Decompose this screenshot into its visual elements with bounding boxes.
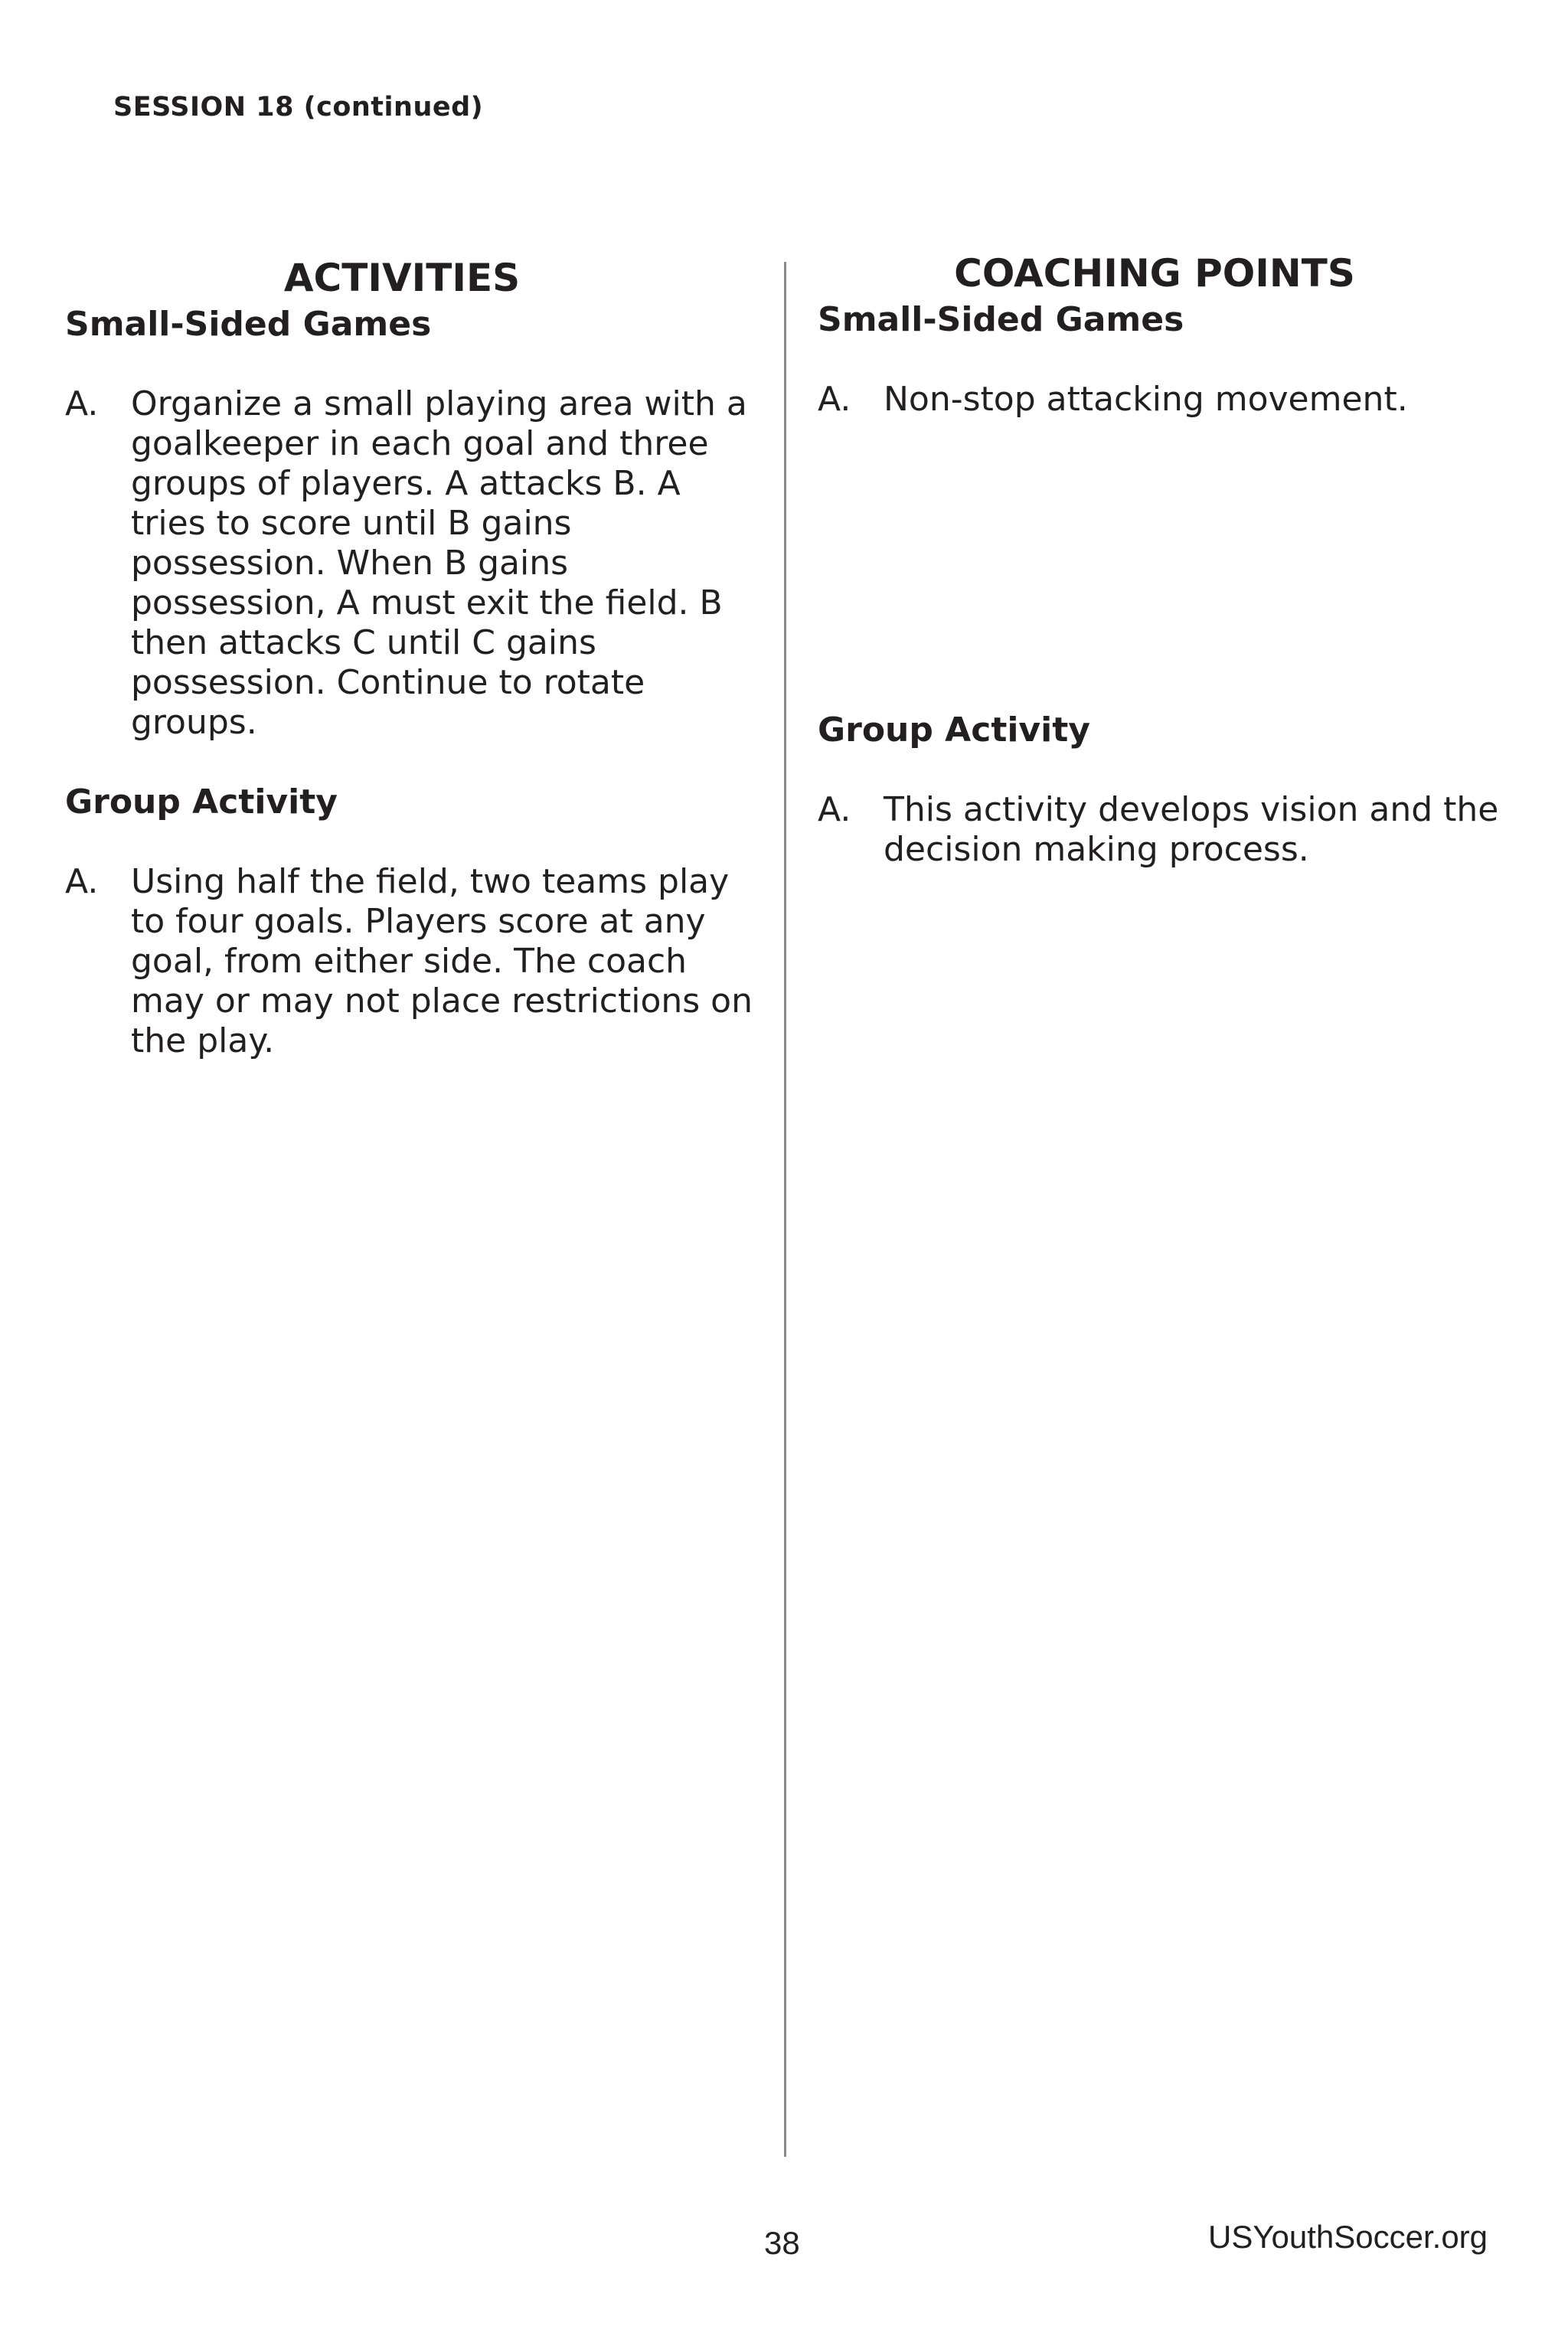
activities-title: ACTIVITIES <box>283 256 521 300</box>
activities-group-heading: Group Activity <box>65 782 338 822</box>
item-text: This activity develops vision and the decision making process. <box>884 790 1499 869</box>
item-text: Using half the field, two teams play to four goals. Players score at any goal, from either side. The coach may or may not place restrictions on the play. <box>131 862 753 1060</box>
activities-small-sided-heading: Small-Sided Games <box>65 305 432 344</box>
coaching-small-sided-item <box>818 380 1507 420</box>
item-letter: A. <box>65 862 99 901</box>
activities-column <box>65 253 754 1061</box>
website-link[interactable]: USYouthSoccer.org <box>1208 2219 1488 2255</box>
coaching-small-sided-heading: Small-Sided Games <box>818 300 1184 339</box>
column-divider <box>784 262 786 2157</box>
activities-group-item <box>65 862 754 1061</box>
item-text: Organize a small playing area with a goalkeeper in each goal and three groups of players. A attacks B. A tries to score until B gains possession. When B gains possession, A must exit the field. B then attacks C until C gains possession. Continue to rotate groups. <box>131 384 747 742</box>
item-letter: A. <box>65 384 99 423</box>
coaching-group-item <box>818 790 1507 870</box>
session-header: SESSION 18 (continued) <box>113 92 484 122</box>
coaching-group-heading: Group Activity <box>818 710 1090 750</box>
item-letter: A. <box>818 380 851 419</box>
item-text: Non-stop attacking movement. <box>884 380 1408 419</box>
item-letter: A. <box>818 790 851 829</box>
coaching-points-column <box>818 253 1507 870</box>
activities-small-sided-item <box>65 384 754 743</box>
page-number: 38 <box>764 2225 800 2261</box>
coaching-points-title: COACHING POINTS <box>954 251 1355 296</box>
